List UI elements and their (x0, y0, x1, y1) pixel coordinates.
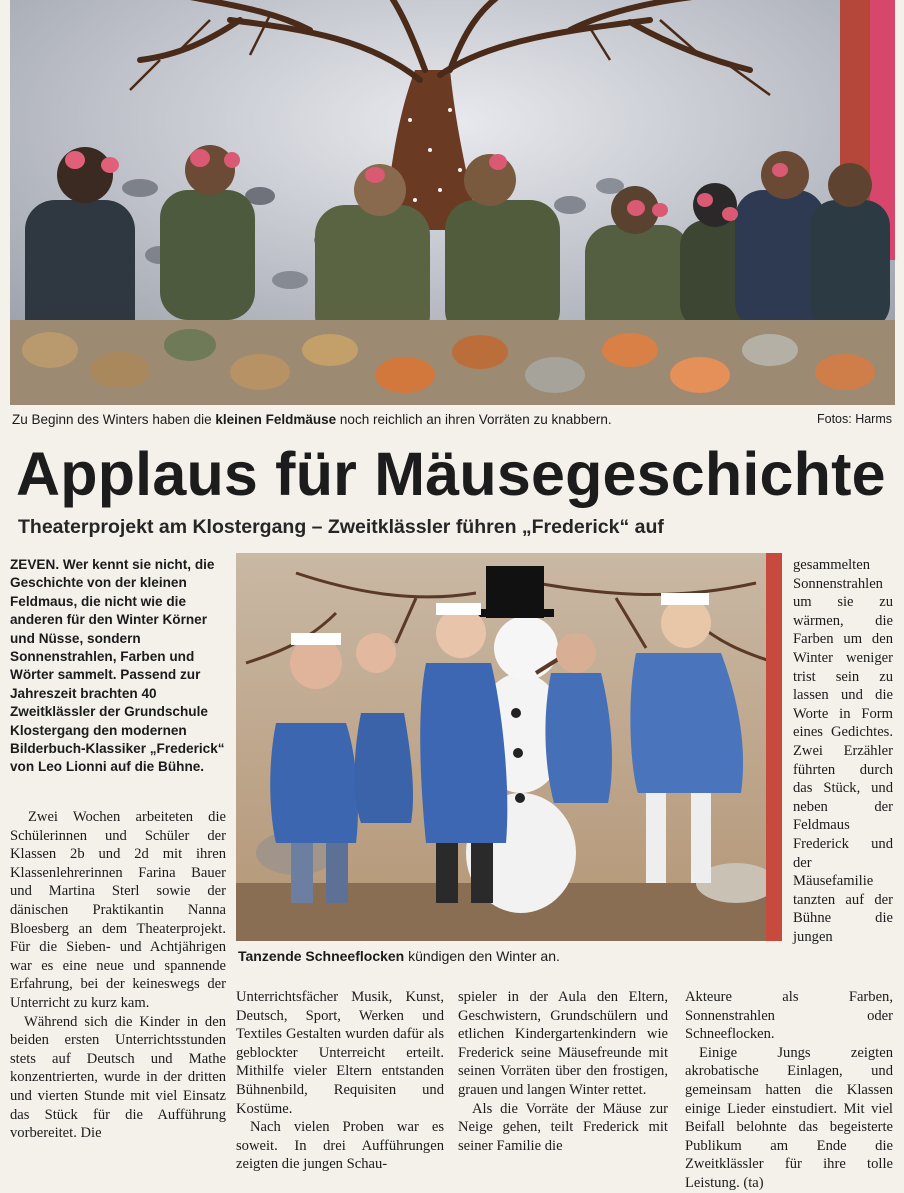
paragraph: gesammelten Sonnenstrahlen um sie zu wärmen, die Farben um den Winter weniger trist sein zu lassen und die Worte in Form eines Gedichtes. Zwei Erzähler führten durch das Stück, und neben der Feldmaus Frederick und der Mäusefamilie tanzten auf der Bühne die jungen (793, 557, 893, 945)
article-column-1 (10, 808, 226, 1143)
caption-bold: kleinen Feldmäuse (215, 412, 337, 427)
paragraph: Zwei Wochen arbeiteten die Schülerinnen und Schüler der Klassen 2b und 2d mit ihren Klassenlehrerinnen Farina Bauer und Martina Sterl sowie der dänischen Praktikantin Nanna Bloesberg an dem Theaterprojekt. Für die Sieben- und Achtjährigen war es eine neue und spannende Erfahrung, bei der keineswegs der Unterricht zu kurz kam. (10, 809, 226, 1011)
paragraph: Akteure als Farben, Sonnenstrahlen oder Schneeflocken. (685, 989, 893, 1043)
article-column-2 (236, 988, 444, 1174)
paragraph: Unterrichtsfächer Musik, Kunst, Deutsch, Sport, Werken und Textiles Gestalten wurden dafür als geblockter Unterreicht erteilt. Mithilfe vieler Eltern entstanden Bühnenbild, Requisiten und Kostüme. (236, 989, 444, 1117)
top-photo-caption (12, 412, 892, 430)
mid-photo (236, 553, 782, 941)
mid-caption-bold: Tanzende Schneeflocken (238, 948, 405, 964)
mid-photo-caption (238, 948, 778, 964)
caption-text: Zu Beginn des Winters haben die (12, 412, 216, 427)
subheadline: Theaterprojekt am Klostergang – Zweitklässler führen „Frederick“ auf (18, 516, 664, 538)
caption-text-end: noch reichlich an ihren Vorräten zu knabbern. (336, 412, 612, 427)
paragraph: spieler in der Aula den Eltern, Geschwistern, Grundschülern und etlichen Kindergartenkindern wie Frederick seine Mäusefreunde mit seinen Vorräten über den frostigen, grauen und langen Winter rettet. (458, 989, 668, 1098)
paragraph: Einige Jungs zeigten akrobatische Einlagen, und gemeinsam hatten die Klassen einige Lieder einstudiert. Mit viel Beifall belohnte das begeisterte Publikum am Ende die Zweitklässler für ihre tolle Leistung. (ta) (685, 1044, 893, 1191)
theater-mice-photo (10, 0, 895, 405)
article-column-4 (685, 988, 893, 1193)
headline: Applaus für Mäusegeschichte (16, 440, 886, 508)
paragraph: Als die Vorräte der Mäuse zur Neige gehen, teilt Frederick mit seiner Familie die (458, 1100, 668, 1154)
lead-paragraph: ZEVEN. Wer kennt sie nicht, die Geschichte von der kleinen Feldmaus, die nicht wie die anderen für den Winter Körner und Nüsse, sondern Sonnenstrahlen, Farben und Wörter sammelt. Passend zur Jahreszeit brachten 40 Zweitklässler der Grundschule Klostergang den modernen Bilderbuch-Klassiker „Frederick“ von Leo Lionni auf die Bühne. (10, 557, 225, 775)
article-column-3 (458, 988, 668, 1155)
article-column-narrow (793, 556, 893, 946)
snowflake-dancers-photo (236, 553, 782, 941)
top-photo (10, 0, 895, 405)
paragraph: Nach vielen Proben war es soweit. In drei Aufführungen zeigten die jungen Schau- (236, 1119, 444, 1173)
mid-caption-text: kündigen den Winter an. (404, 948, 560, 964)
photo-credit: Fotos: Harms (816, 412, 892, 426)
paragraph: Während sich die Kinder in den beiden ersten Unterrichtsstunden stets auf Deutsch und Mathe konzentrierten, wurde in der dritten und vierten Stunde mit viel Einsatz das Stück für die Aufführung vorbereitet. Die (10, 1013, 226, 1142)
